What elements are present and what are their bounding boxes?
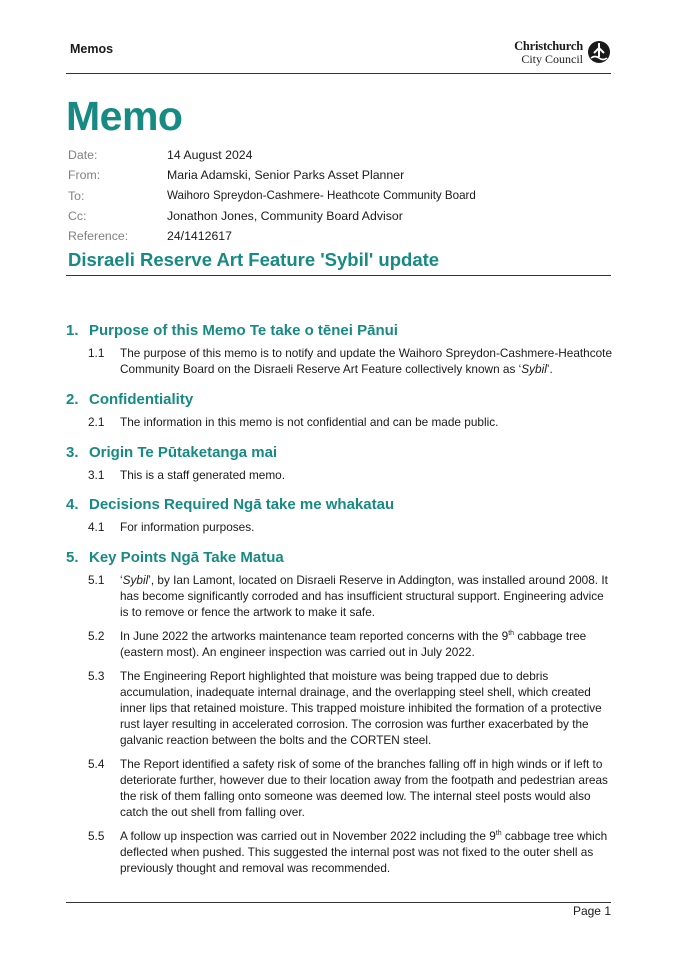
section-key-points	[66, 549, 616, 876]
memo-metadata	[68, 145, 476, 246]
paragraph	[66, 345, 616, 377]
section-title: Purpose of this Memo Te take o tēnei Pānui	[89, 322, 398, 339]
paragraph-number: 3.1	[88, 468, 105, 482]
section-number: 3.	[66, 444, 79, 461]
artwork-name: Sybil	[122, 573, 149, 587]
meta-from: Maria Adamski, Senior Parks Asset Planner	[167, 168, 405, 183]
page-header	[66, 36, 611, 74]
meta-label: Date:	[68, 148, 98, 163]
paragraph-number: 2.1	[88, 415, 105, 429]
meta-to: Waihoro Spreydon-Cashmere- Heathcote Community Board	[167, 189, 476, 203]
paragraph	[66, 572, 616, 620]
paragraph	[66, 414, 616, 430]
meta-row-cc	[68, 206, 476, 226]
section-number: 4.	[66, 496, 79, 513]
section-title: Decisions Required Ngā take me whakatau	[89, 496, 395, 513]
document-title	[66, 248, 611, 276]
paragraph	[66, 668, 616, 748]
meta-label: To:	[68, 188, 85, 203]
paragraph-number: 5.1	[88, 573, 105, 587]
section-confidentiality	[66, 391, 616, 430]
meta-label: From:	[68, 168, 101, 183]
logo-line-2: City Council	[521, 51, 583, 66]
section-heading	[66, 549, 616, 566]
section-number: 5.	[66, 549, 79, 566]
paragraph-number: 5.4	[88, 757, 105, 771]
section-heading	[66, 444, 616, 461]
meta-date: 14 August 2024	[167, 148, 253, 163]
paragraph-number: 1.1	[88, 346, 105, 360]
section-origin	[66, 444, 616, 483]
meta-row-date	[68, 145, 476, 165]
section-title: Key Points Ngā Take Matua	[89, 549, 284, 566]
paragraph-number: 4.1	[88, 520, 105, 534]
section-heading	[66, 496, 616, 513]
section-number: 1.	[66, 322, 79, 339]
paragraph	[66, 828, 616, 876]
document-title-text: Disraeli Reserve Art Feature 'Sybil' update	[68, 249, 440, 270]
paragraph-text: A follow up inspection was carried out in November 2022 including the 9th cabbage tree which deflected when pushed. This suggested the internal post was not fixed to the outer shell as previously thought and removal was recommended.	[120, 829, 608, 875]
meta-cc: Jonathon Jones, Community Board Advisor	[167, 209, 403, 224]
artwork-name: Sybil	[521, 362, 547, 376]
section-number: 2.	[66, 391, 79, 408]
header-label: Memos	[70, 42, 114, 56]
paragraph-text: ‘Sybil’, by Ian Lamont, located on Disraeli Reserve in Addington, was installed around 2008. It has become significantly corroded and has insufficient structural support. Engineering advice is to remove or fence the artwork to make it safe.	[120, 573, 608, 619]
paragraph	[66, 519, 616, 535]
paragraph-text: The purpose of this memo is to notify and update the Waihoro Spreydon-Cashmere-Heathcote Community Board on the Disraeli Reserve Art Feature collectively known as ‘Sybil’.	[120, 346, 613, 376]
council-logo	[514, 40, 611, 65]
paragraph-number: 5.2	[88, 629, 105, 643]
paragraph-text: The Report identified a safety risk of some of the branches falling off in high winds or if left to deteriorate further, however due to their location away from the footpath and pedestrian areas the risk of them falling onto someone was deemed low. The internal steel posts would also catch the out shell from falling over.	[120, 757, 608, 819]
meta-row-from	[68, 165, 476, 185]
meta-row-to	[68, 186, 476, 206]
paragraph-number: 5.5	[88, 829, 105, 843]
paragraph-number: 5.3	[88, 669, 105, 683]
page-footer	[66, 902, 611, 918]
meta-reference: 24/1412617	[167, 229, 232, 244]
section-title: Confidentiality	[89, 391, 194, 408]
paragraph-text: In June 2022 the artworks maintenance team reported concerns with the 9th cabbage tree (eastern most). An engineer inspection was carried out in July 2022.	[120, 629, 587, 659]
section-title: Origin Te Pūtaketanga mai	[89, 444, 278, 461]
section-decisions	[66, 496, 616, 535]
section-heading	[66, 391, 616, 408]
page-number: Page 1	[572, 904, 611, 918]
meta-label: Cc:	[68, 209, 87, 224]
section-purpose	[66, 322, 616, 377]
paragraph-text: The Engineering Report highlighted that moisture was being trapped due to debris accumulation, inadequate internal drainage, and the overlapping steel shell, which created inner lips that retained moisture. This trapped moisture inhibited the formation of a protective rust layer resulting in accelerated corrosion. The corrosion was further exacerbated by the galvanic reaction between the bolts and the CORTEN steel.	[120, 669, 602, 747]
section-heading	[66, 322, 616, 339]
memo-title: Memo	[66, 93, 183, 139]
paragraph-text: The information in this memo is not confidential and can be made public.	[120, 415, 499, 429]
paragraph-text: For information purposes.	[120, 520, 255, 534]
council-logo-icon	[587, 40, 611, 64]
meta-row-reference	[68, 226, 476, 246]
paragraph	[66, 628, 616, 660]
logo-line-1: Christchurch	[514, 39, 583, 53]
meta-label: Reference:	[68, 229, 129, 244]
paragraph	[66, 756, 616, 820]
paragraph	[66, 467, 616, 483]
paragraph-text: This is a staff generated memo.	[120, 468, 286, 482]
